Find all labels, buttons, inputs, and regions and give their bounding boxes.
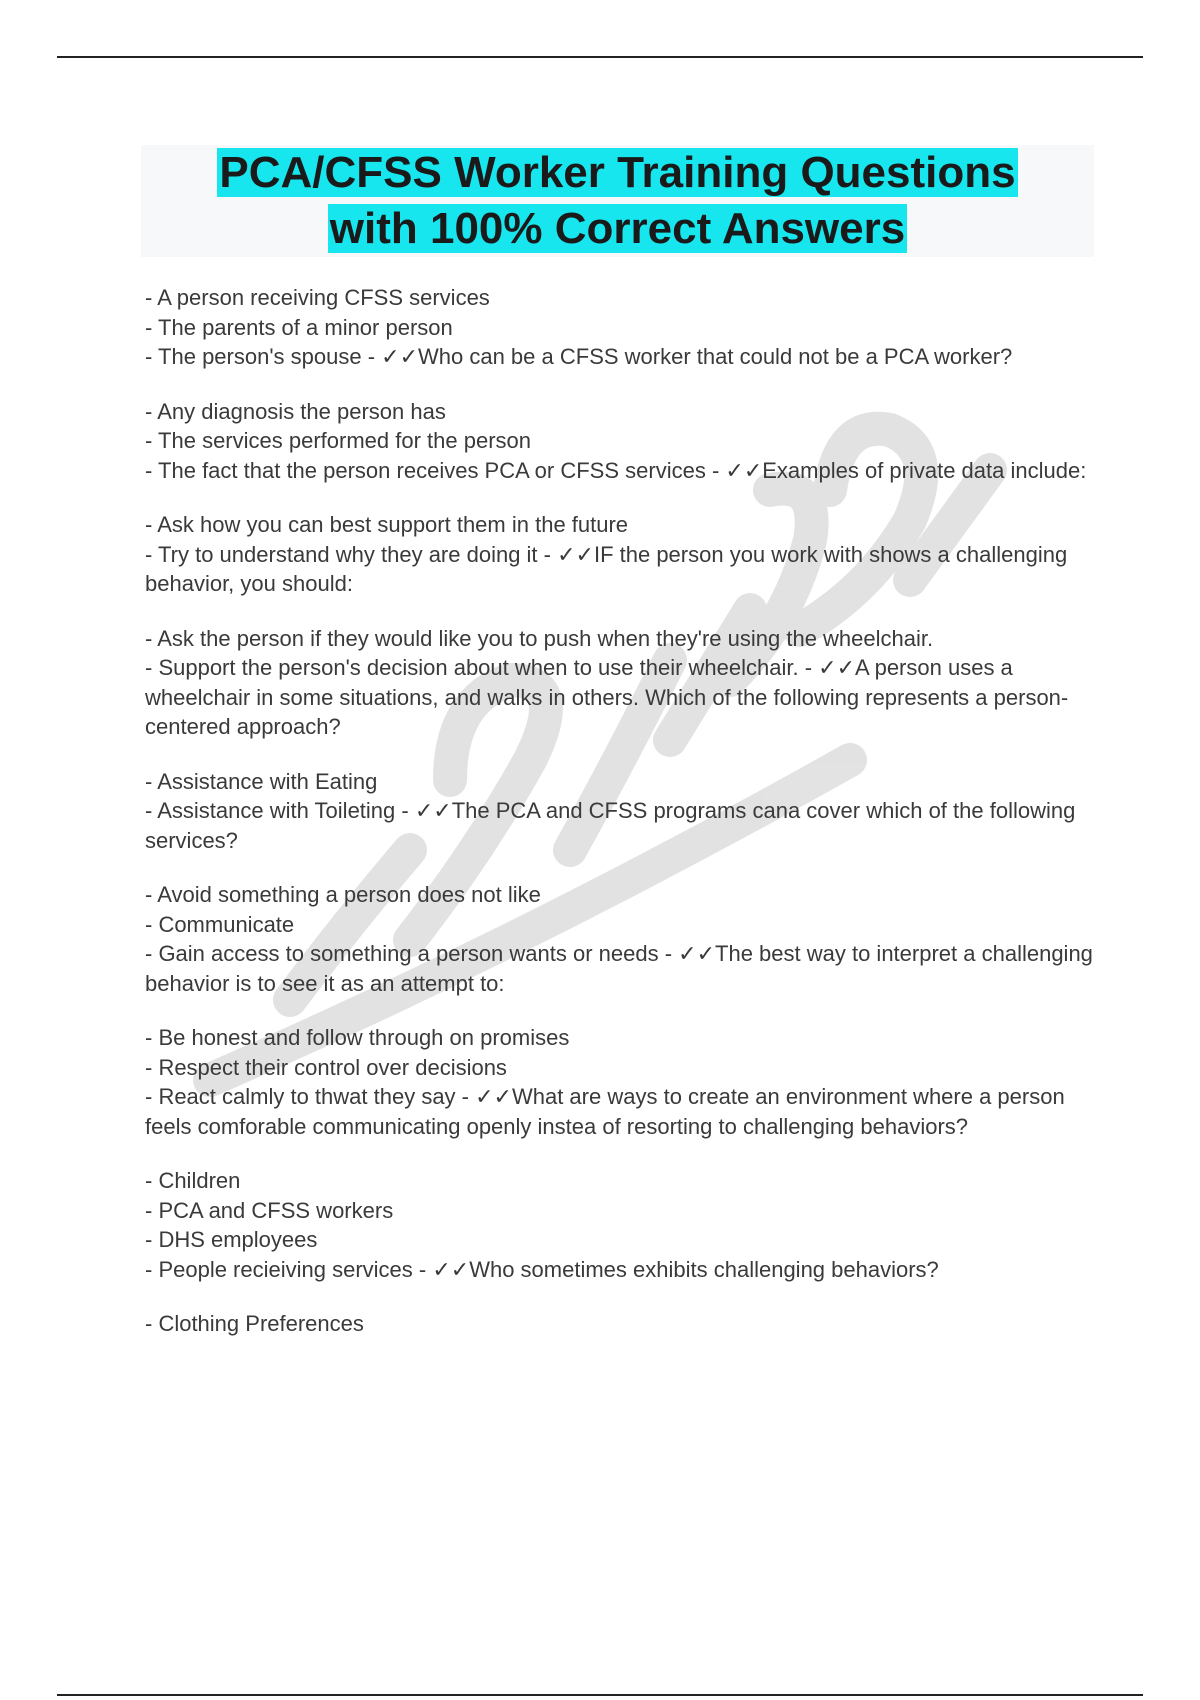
document-title: [141, 145, 1094, 257]
answer-line: - DHS employees: [145, 1227, 318, 1252]
answer-line: - Avoid something a person does not like: [145, 882, 541, 907]
bottom-rule: [57, 1694, 1143, 1696]
title-line-2: with 100% Correct Answers: [329, 204, 906, 253]
qa-block: [145, 880, 1095, 998]
answer-question-line: - People recieiving services - ✓✓Who sometimes exhibits challenging behaviors?: [145, 1256, 939, 1282]
title-line-1: PCA/CFSS Worker Training Questions: [219, 148, 1016, 197]
answer-line: - Communicate: [145, 911, 295, 937]
answer-line: - The parents of a minor person: [145, 314, 453, 340]
answer-question-line: - The fact that the person receives PCA or CFSS services - ✓✓Examples of private data include:: [145, 457, 1087, 483]
answer-line: - PCA and CFSS workers: [145, 1197, 394, 1223]
answer-line: - Any diagnosis the person has: [145, 398, 446, 424]
qa-block: [145, 283, 1095, 372]
answer-line: - Respect their control over decisions: [145, 1054, 507, 1080]
qa-block: [145, 767, 1095, 856]
answer-line: - Clothing Preferences: [145, 1311, 364, 1336]
qa-block: [145, 624, 1095, 742]
answer-line: - Be honest and follow through on promises: [145, 1025, 570, 1050]
qa-block: [145, 510, 1095, 599]
answer-question-line: - Try to understand why they are doing it - ✓✓IF the person you work with shows a challenging behavior, you should:: [145, 541, 1068, 596]
answer-line: - Ask how you can best support them in the future: [145, 512, 629, 537]
answer-question-line: - The person's spouse - ✓✓Who can be a CFSS worker that could not be a PCA worker?: [145, 344, 1013, 369]
answer-question-line: - Assistance with Toileting - ✓✓The PCA and CFSS programs cana cover which of the following services?: [145, 798, 1076, 853]
top-rule: [57, 56, 1143, 58]
answer-line: - A person receiving CFSS services: [145, 285, 490, 310]
answer-line: - Ask the person if they would like you to push when they're using the wheelchair.: [145, 625, 934, 651]
answer-line: - Children: [145, 1168, 241, 1193]
qa-block: [145, 1023, 1095, 1141]
answer-question-line: - Gain access to something a person wants or needs - ✓✓The best way to interpret a challenging behavior is to see it as an attempt to:: [145, 941, 1093, 996]
answer-line: - The services performed for the person: [145, 428, 531, 453]
answer-question-line: - React calmly to thwat they say - ✓✓What are ways to create an environment where a person feels comforable communicating openly instea of resorting to challenging behaviors?: [145, 1084, 1065, 1139]
answer-line: - Assistance with Eating: [145, 768, 378, 794]
qa-block: [145, 1166, 1095, 1284]
answer-question-line: - Support the person's decision about when to use their wheelchair. - ✓✓A person uses a wheelchair in some situations, and walks in others. Which of the following represents a person-centered approach?: [145, 655, 1069, 739]
qa-content: [145, 283, 1095, 1364]
qa-block: [145, 397, 1095, 486]
qa-block: [145, 1309, 1095, 1339]
